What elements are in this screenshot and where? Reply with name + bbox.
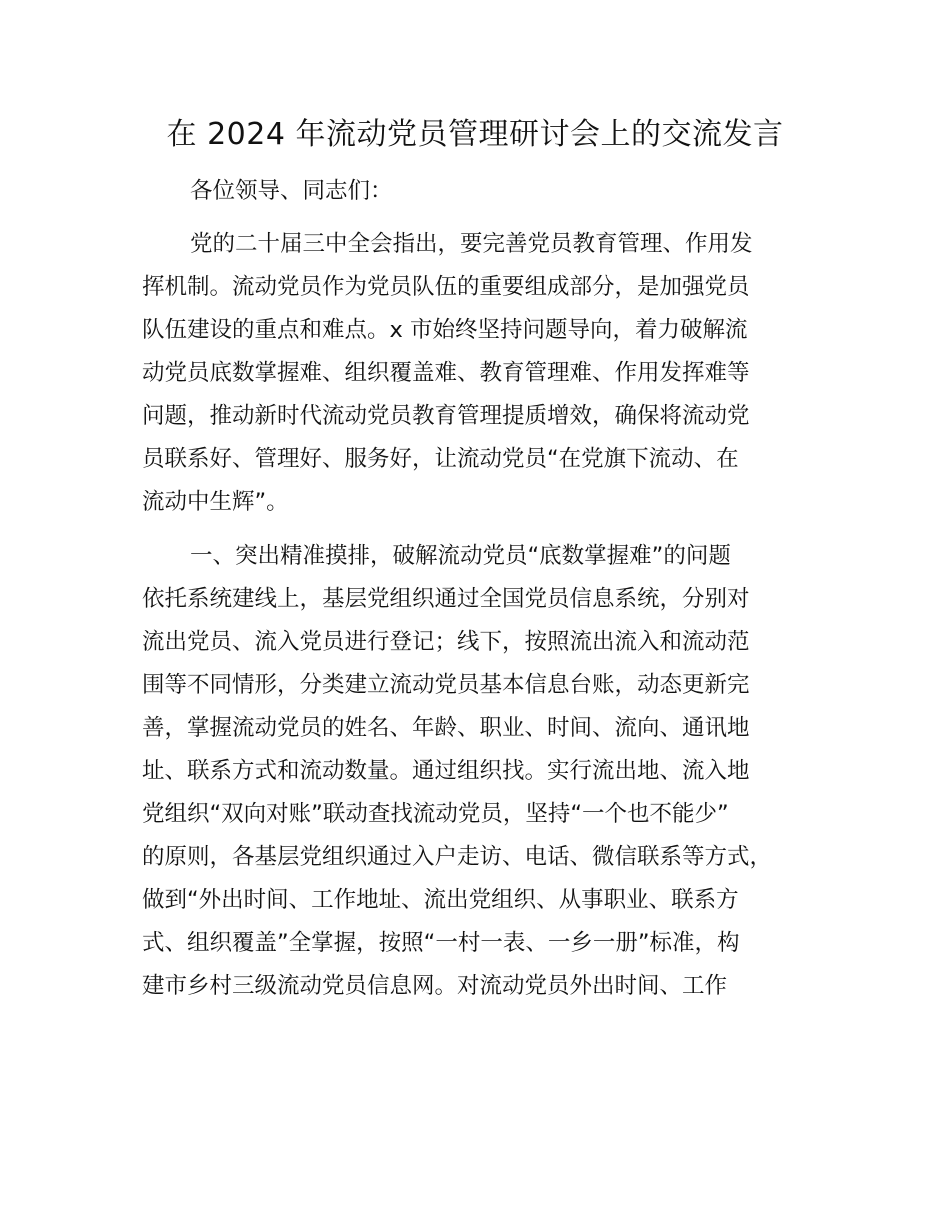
- paragraph-line: 党组织“双向对账”联动查找流动党员，坚持“一个也不能少”: [142, 801, 729, 827]
- paragraph-line: 动党员底数掌握难、组织覆盖难、教育管理难、作用发挥难等: [142, 360, 750, 386]
- paragraph-line: 依托系统建线上，基层党组织通过全国党员信息系统，分别对: [142, 586, 750, 612]
- paragraph-line: 流动中生辉”。: [142, 489, 289, 515]
- paragraph-line: 式、组织覆盖”全掌握，按照“一村一表、一乡一册”标准，构: [142, 930, 740, 956]
- paragraph-line: 的原则，各基层党组织通过入户走访、电话、微信联系等方式，: [142, 844, 773, 870]
- document-title: 在 2024 年流动党员管理研讨会上的交流发言: [166, 117, 784, 152]
- paragraph-line: 建市乡村三级流动党员信息网。对流动党员外出时间、工作: [142, 973, 728, 999]
- paragraph-line: 员联系好、管理好、服务好，让流动党员“在党旗下流动、在: [142, 446, 739, 472]
- paragraph-line: 围等不同情形，分类建立流动党员基本信息台账，动态更新完: [142, 672, 750, 698]
- paragraph-line: 队伍建设的重点和难点。x 市始终坚持问题导向，着力破解流: [142, 317, 748, 343]
- paragraph-line: 址、联系方式和流动数量。通过组织找。实行流出地、流入地: [142, 758, 750, 784]
- paragraph-line: 善，掌握流动党员的姓名、年龄、职业、时间、流向、通讯地: [142, 715, 750, 741]
- paragraph-line: 挥机制。流动党员作为党员队伍的重要组成部分，是加强党员: [142, 274, 750, 300]
- paragraph-line: 流出党员、流入党员进行登记；线下，按照流出流入和流动范: [142, 629, 750, 655]
- paragraph-line: 做到“外出时间、工作地址、流出党组织、从事职业、联系方: [142, 887, 739, 913]
- salutation: 各位领导、同志们：: [190, 178, 393, 204]
- paragraph-line: 党的二十届三中全会指出，要完善党员教育管理、作用发: [190, 231, 753, 257]
- section-heading: 一、突出精准摸排，破解流动党员“底数掌握难”的问题: [190, 543, 731, 569]
- paragraph-line: 问题，推动新时代流动党员教育管理提质增效，确保将流动党: [142, 403, 750, 429]
